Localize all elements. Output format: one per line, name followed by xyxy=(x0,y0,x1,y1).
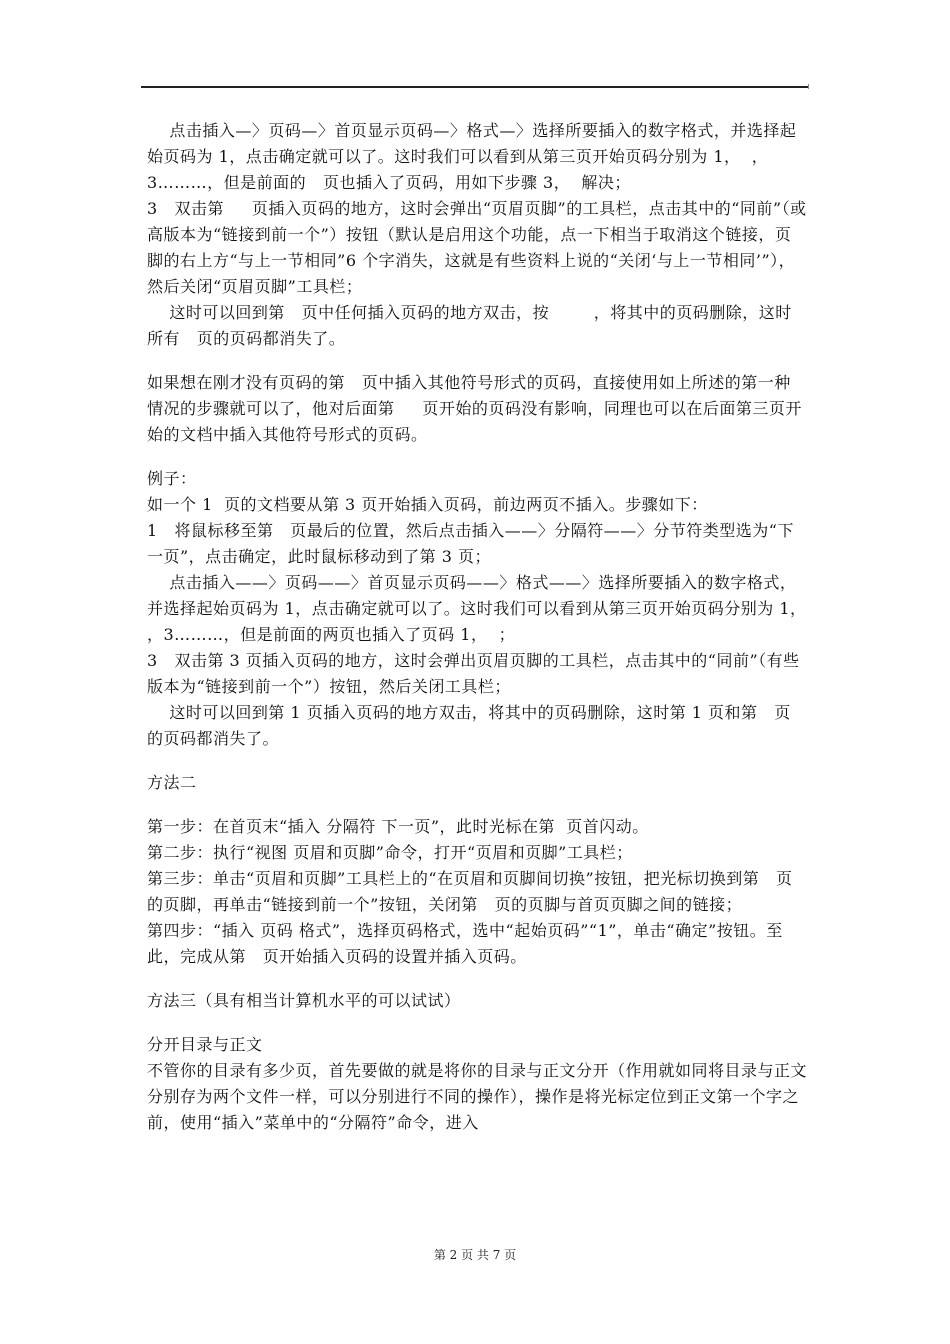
method-three-heading: 方法三（具有相当计算机水平的可以试试） xyxy=(147,991,461,1010)
paragraph-step2-insert-page-number: 点击插入—〉页码—〉首页显示页码—〉格式—〉选择所要插入的数字格式，并选择起始页码为 1，点击确定就可以了。这时我们可以看到从第三页开始页码分别为 1， ，3………，但是前面的 页也插入了页码，用如下步骤 3， 解决； xyxy=(147,121,797,192)
method-two-step2: 第二步：执行“视图 页眉和页脚”命令，打开“页眉和页脚”工具栏； xyxy=(147,843,633,862)
paragraph-split-toc-body: 不管你的目录有多少页，首先要做的就是将你的目录与正文分开（作用就如同将目录与正文分别存为两个文件一样，可以分别进行不同的操作），操作是将光标定位到正文第一个字之前，使用“插入”菜单中的“分隔符”命令，进入 xyxy=(147,1061,808,1132)
method-two-step1: 第一步：在首页末“插入 分隔符 下一页”，此时光标在第 页首闪动。 xyxy=(147,817,649,836)
example-step4: 这时可以回到第 1 页插入页码的地方双击，将其中的页码删除，这时第 1 页和第 页的页码都消失了。 xyxy=(147,703,791,748)
page-footer-number: 第 2 页 共 7 页 xyxy=(433,1248,517,1262)
spacer xyxy=(147,352,807,370)
paragraph-step3-unlink-previous: 3 双击第 页插入页码的地方，这时会弹出“页眉页脚”的工具栏，点击其中的“同前”（或高版本为“链接到前一个”）按钮（默认是启用这个功能，点一下相当于取消这个链接，页脚的右上方“与上一节相同”6 个字消失，这就是有些资料上说的“关闭‘与上一节相同’”），然后关闭“页眉页脚”工具栏； xyxy=(147,199,807,296)
spacer xyxy=(147,448,807,466)
document-body xyxy=(147,118,818,1136)
example-step2: 点击插入——〉页码——〉首页显示页码——〉格式——〉选择所要插入的数字格式，并选择起始页码为 1，点击确定就可以了。这时我们可以看到从第三页开始页码分别为 1， ，3………，但是前面的两页也插入了页码 1， ； xyxy=(147,573,818,644)
method-two-heading: 方法二 xyxy=(147,773,197,792)
example-step3: 3 双击第 3 页插入页码的地方，这时会弹出页眉页脚的工具栏，点击其中的“同前”（有些版本为“链接到前一个”）按钮，然后关闭工具栏； xyxy=(147,651,800,696)
header-rule xyxy=(141,86,809,88)
example-step1: 1 将鼠标移至第 页最后的位置，然后点击插入——〉分隔符——〉分节符类型选为“下一页”，点击确定，此时鼠标移动到了第 3 页； xyxy=(147,521,794,566)
section-heading-split-toc: 分开目录与正文 xyxy=(147,1035,263,1054)
method-two-step3: 第三步：单击“页眉和页脚”工具栏上的“在页眉和页脚间切换”按钮，把光标切换到第 页的页脚，再单击“链接到前一个”按钮，关闭第 页的页脚与首页页脚之间的链接； xyxy=(147,869,793,914)
paragraph-step4-delete-page-number: 这时可以回到第 页中任何插入页码的地方双击，按 ，将其中的页码删除，这时所有 页的页码都消失了。 xyxy=(147,303,792,348)
spacer xyxy=(147,1014,807,1032)
spacer xyxy=(147,796,807,814)
example-intro: 如一个 1 页的文档要从第 3 页开始插入页码，前边两页不插入。步骤如下： xyxy=(147,495,708,514)
method-two-step4: 第四步：“插入 页码 格式”，选择页码格式，选中“起始页码”“1”，单击“确定”按钮。至此，完成从第 页开始插入页码的设置并插入页码。 xyxy=(147,921,783,966)
spacer xyxy=(147,752,807,770)
example-heading: 例子： xyxy=(147,469,197,488)
header-rule-end-mark xyxy=(808,84,809,89)
spacer xyxy=(147,970,807,988)
paragraph-other-format-note: 如果想在刚才没有页码的第 页中插入其他符号形式的页码，直接使用如上所述的第一种情况的步骤就可以了，他对后面第 页开始的页码没有影响，同理也可以在后面第三页开始的文档中插入其他符号形式的页码。 xyxy=(147,373,802,444)
